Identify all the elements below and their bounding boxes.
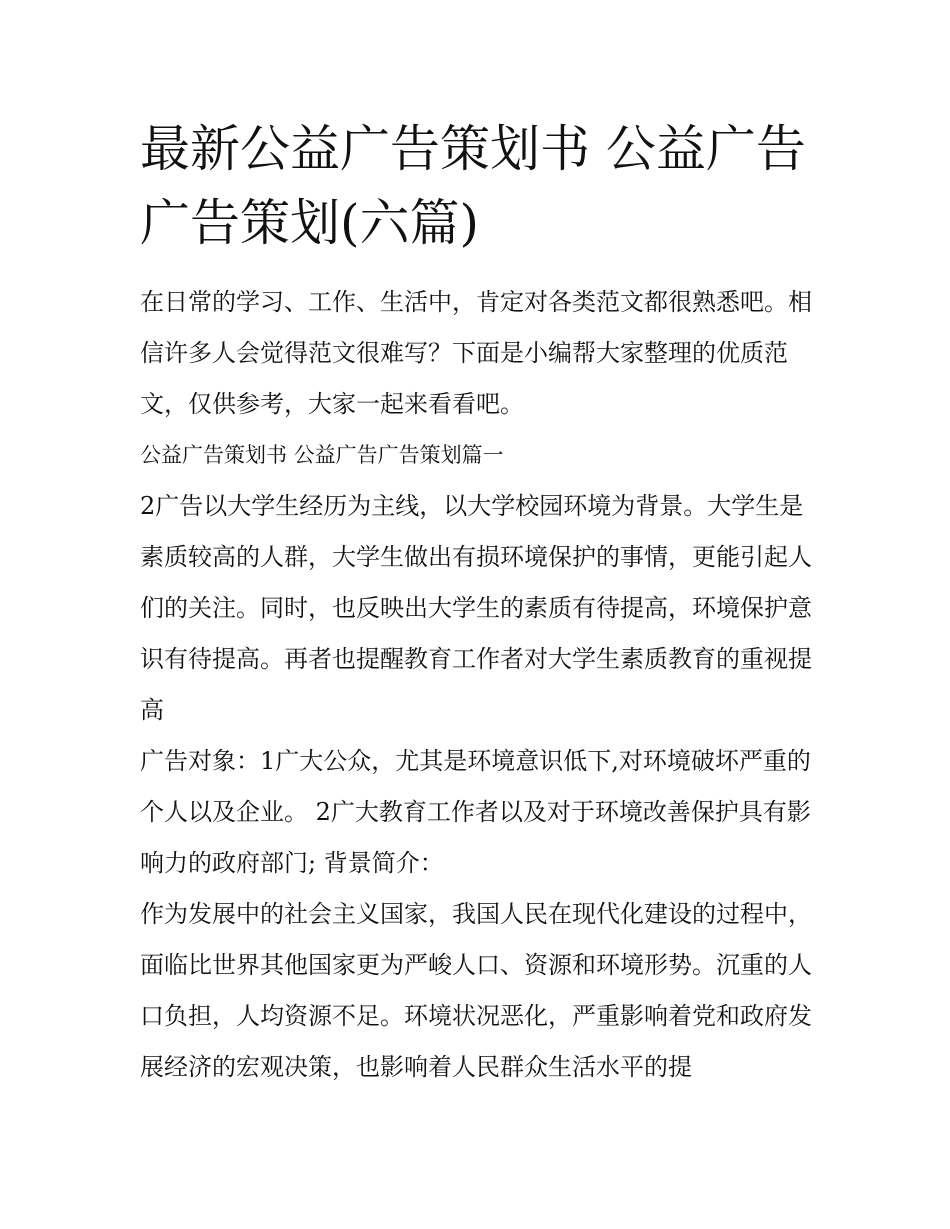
document-body bbox=[140, 277, 820, 1093]
intro-paragraph: 在日常的学习、工作、生活中，肯定对各类范文都很熟悉吧。相信许多人会觉得范文很难写？下面是小编帮大家整理的优质范文，仅供参考，大家一起来看看吧。 bbox=[140, 288, 812, 418]
body-paragraph-1: 2广告以大学生经历为主线，以大学校园环境为背景。大学生是素质较高的人群，大学生做出有损环境保护的事情，更能引起人们的关注。同时，也反映出大学生的素质有待提高，环境保护意识有待提高。再者也提醒教育工作者对大学生素质教育的重视提高 bbox=[140, 492, 812, 724]
section-heading: 公益广告策划书 公益广告广告策划篇一 bbox=[140, 443, 504, 467]
body-paragraph-2: 广告对象：1广大公众，尤其是环境意识低下,对环境破坏严重的个人以及企业。 2广大教育工作者以及对于环境改善保护具有影响力的政府部门; 背景简介： bbox=[140, 747, 811, 877]
body-paragraph-3: 作为发展中的社会主义国家，我国人民在现代化建设的过程中，面临比世界其他国家更为严峻人口、资源和环境形势。沉重的人口负担，人均资源不足。环境状况恶化，严重影响着党和政府发展经济的宏观决策，也影响着人民群众生活水平的提 bbox=[140, 900, 812, 1081]
document-content bbox=[140, 112, 820, 1093]
document-title: 最新公益广告策划书 公益广告广告策划(六篇) bbox=[140, 120, 806, 252]
